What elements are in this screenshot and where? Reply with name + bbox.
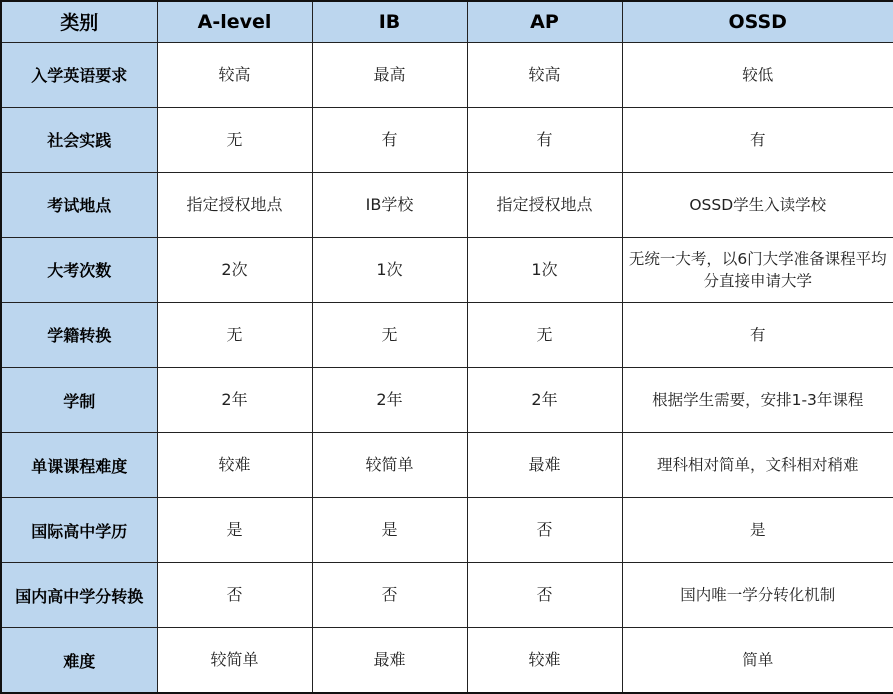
- cell-ossd: 有: [622, 107, 893, 172]
- row-label: 社会实践: [1, 107, 157, 172]
- cell-ap: 无: [467, 302, 622, 367]
- header-ap: AP: [467, 1, 622, 42]
- cell-ap: 指定授权地点: [467, 172, 622, 237]
- cell-alevel: 是: [157, 498, 312, 563]
- table-row: [1, 302, 893, 367]
- row-label: 考试地点: [1, 172, 157, 237]
- cell-alevel: 较高: [157, 42, 312, 107]
- cell-ib: 最高: [312, 42, 467, 107]
- table-row: [1, 172, 893, 237]
- row-label: 学制: [1, 367, 157, 432]
- cell-ib: 否: [312, 563, 467, 628]
- header-ib: IB: [312, 1, 467, 42]
- header-ossd: OSSD: [622, 1, 893, 42]
- table-row: [1, 433, 893, 498]
- cell-ap: 较高: [467, 42, 622, 107]
- cell-ap: 较难: [467, 628, 622, 693]
- cell-ossd: 无统一大考，以6门大学准备课程平均分直接申请大学: [622, 237, 893, 302]
- table-row: [1, 498, 893, 563]
- header-category: 类别: [1, 1, 157, 42]
- cell-ap: 2年: [467, 367, 622, 432]
- cell-ossd: 较低: [622, 42, 893, 107]
- row-label: 国际高中学历: [1, 498, 157, 563]
- cell-ossd: 国内唯一学分转化机制: [622, 563, 893, 628]
- cell-alevel: 较简单: [157, 628, 312, 693]
- table-row: [1, 237, 893, 302]
- cell-ap: 1次: [467, 237, 622, 302]
- cell-ap: 否: [467, 498, 622, 563]
- table-row: [1, 107, 893, 172]
- cell-alevel: 无: [157, 107, 312, 172]
- header-alevel: A-level: [157, 1, 312, 42]
- cell-ib: 最难: [312, 628, 467, 693]
- row-label: 单课课程难度: [1, 433, 157, 498]
- cell-ossd: 理科相对简单，文科相对稍难: [622, 433, 893, 498]
- cell-ib: 1次: [312, 237, 467, 302]
- cell-alevel: 否: [157, 563, 312, 628]
- cell-ap: 有: [467, 107, 622, 172]
- table-row: [1, 42, 893, 107]
- cell-ib: 2年: [312, 367, 467, 432]
- table-row: [1, 628, 893, 693]
- cell-alevel: 2次: [157, 237, 312, 302]
- row-label: 难度: [1, 628, 157, 693]
- table-row: [1, 563, 893, 628]
- cell-ib: 无: [312, 302, 467, 367]
- row-label: 大考次数: [1, 237, 157, 302]
- cell-ossd: 简单: [622, 628, 893, 693]
- cell-ossd: 根据学生需要，安排1-3年课程: [622, 367, 893, 432]
- cell-ib: 有: [312, 107, 467, 172]
- cell-ossd: OSSD学生入读学校: [622, 172, 893, 237]
- table-row: [1, 367, 893, 432]
- row-label: 学籍转换: [1, 302, 157, 367]
- row-label: 入学英语要求: [1, 42, 157, 107]
- cell-ib: 是: [312, 498, 467, 563]
- cell-ossd: 有: [622, 302, 893, 367]
- row-label: 国内高中学分转换: [1, 563, 157, 628]
- cell-ap: 最难: [467, 433, 622, 498]
- cell-ib: IB学校: [312, 172, 467, 237]
- cell-alevel: 无: [157, 302, 312, 367]
- table-header-row: [1, 1, 893, 42]
- cell-alevel: 指定授权地点: [157, 172, 312, 237]
- cell-alevel: 较难: [157, 433, 312, 498]
- cell-ap: 否: [467, 563, 622, 628]
- cell-ib: 较简单: [312, 433, 467, 498]
- cell-alevel: 2年: [157, 367, 312, 432]
- cell-ossd: 是: [622, 498, 893, 563]
